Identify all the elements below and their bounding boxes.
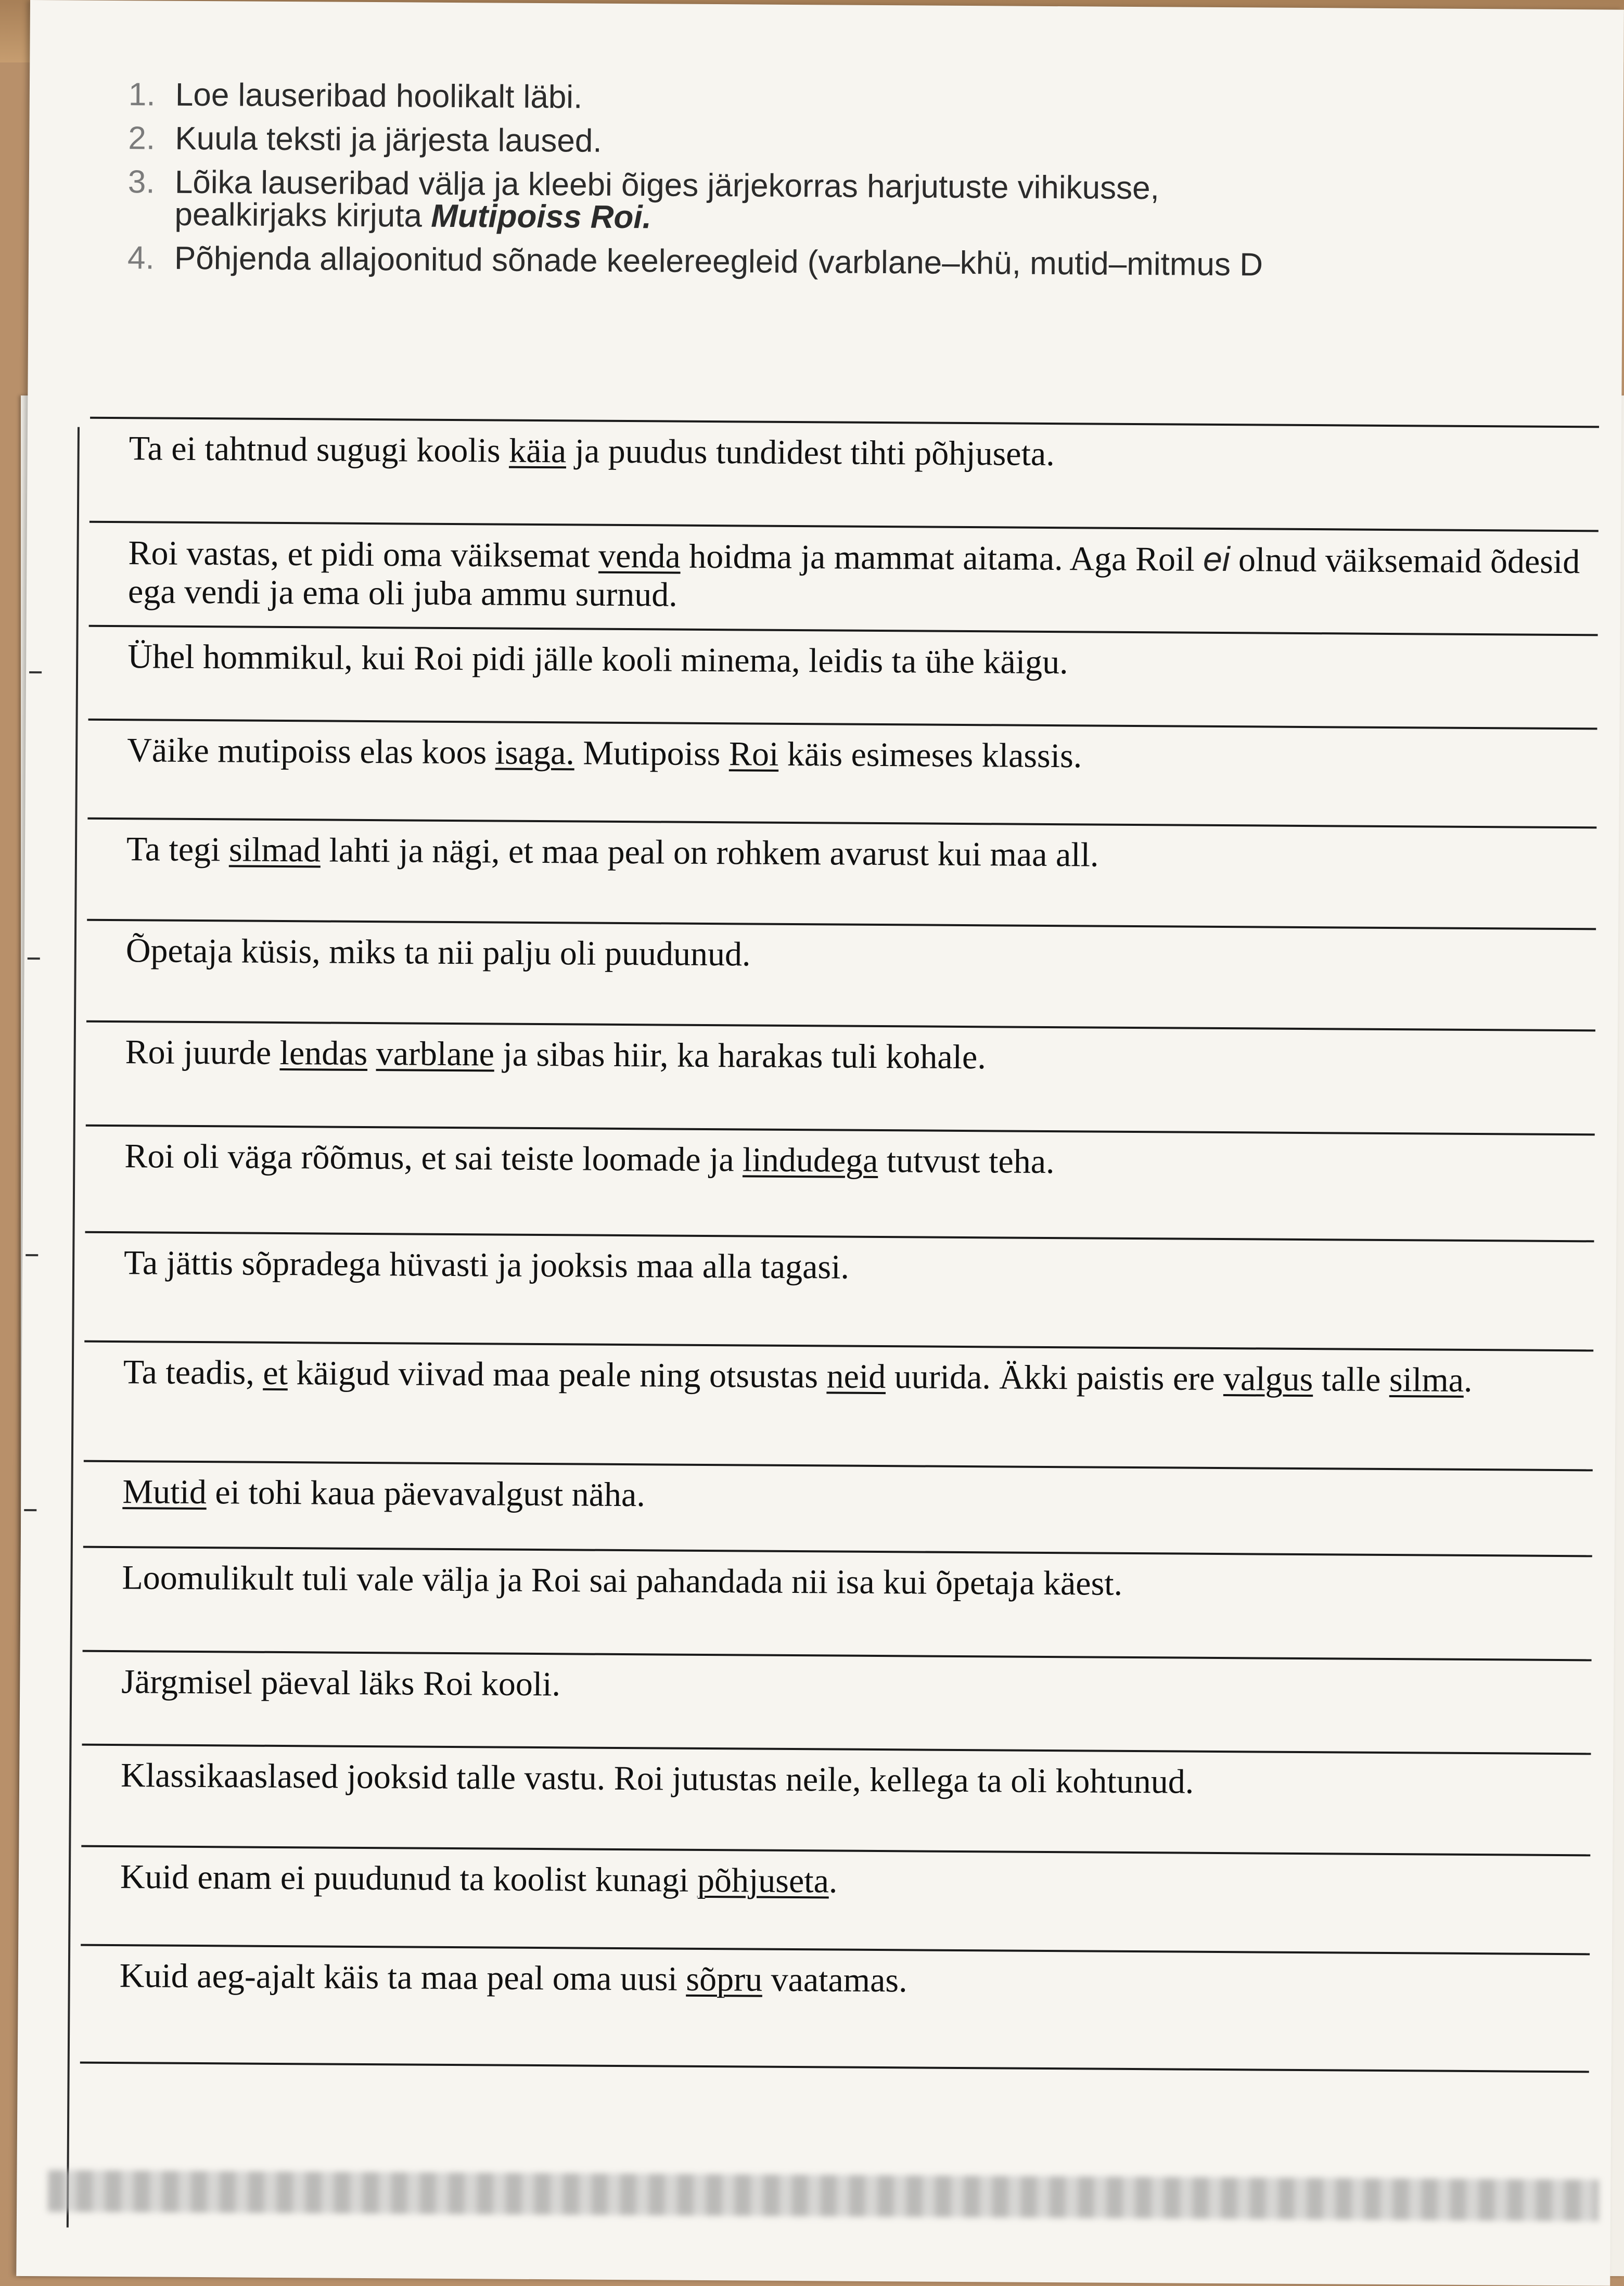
edge-mark [24, 1509, 36, 1511]
sentence-text: Ta teadis, [123, 1353, 263, 1392]
sentence-text: Loomulikult tuli vale välja ja Roi sai pahandada nii isa kui õpetaja käest. [122, 1559, 1123, 1603]
underlined-word: varblane [376, 1035, 495, 1074]
sentence-strip [86, 919, 1596, 1030]
instruction-text [174, 164, 1585, 240]
underlined-word: lindudega [742, 1141, 878, 1180]
sentence-strip [85, 1125, 1595, 1241]
sentence-text: Kuid enam ei puudunud ta koolist kunagi [120, 1858, 698, 1899]
sentence-strip [80, 1944, 1590, 2073]
edge-mark [29, 671, 42, 673]
sentence-text [367, 1035, 376, 1072]
instruction-text: Põhjenda allajoonitud sõnade keelereegleid (varblane–khü, mutid–mitmus D [174, 240, 1263, 283]
sentence-text: Klassikaaslased jooksid talle vastu. Roi jutustas neile, kellega ta oli kohtunud. [120, 1756, 1194, 1801]
sentence-text: ja puudus tundidest tihti põhjuseta. [566, 432, 1055, 474]
sentence-text: Kuid aeg-ajalt käis ta maa peal oma uusi [119, 1957, 686, 1998]
sentence-strip [84, 1231, 1594, 1350]
sentence-strip [81, 1845, 1590, 1953]
worksheet-title: Mutipoiss Roi. [431, 198, 652, 236]
sentence-text: Roi juurde [125, 1033, 280, 1072]
blurred-bottom-text [48, 2170, 1599, 2221]
sentence-text: hoidma ja mammat aitama. Aga Roil [680, 537, 1204, 579]
sentence-strips [80, 417, 1599, 2073]
sentence-text: . [1463, 1361, 1473, 1399]
sentence-text: käis esimeses klassis. [778, 735, 1082, 775]
instruction-number: 1. [128, 76, 156, 113]
sentence-strip [82, 1650, 1592, 1753]
sentence-text: Mutipoiss [574, 734, 730, 773]
instruction-text: Loe lauseribad hoolikalt läbi. [175, 76, 583, 116]
underlined-word: et [263, 1353, 288, 1393]
sentence-strip [86, 1020, 1595, 1134]
sentence-text: lahti ja nägi, et maa peal on rohkem avarust kui maa all. [320, 831, 1099, 874]
edge-mark [28, 957, 40, 960]
sentence-text: uurida. Äkki paistis ere [885, 1358, 1224, 1398]
sentence-strip [87, 818, 1596, 928]
cut-guide-line [67, 427, 80, 2228]
sentence-text: Järgmisel päeval läks Roi kooli. [121, 1663, 561, 1704]
instruction-number: 2. [128, 120, 156, 157]
sentence-text: tutvust teha. [878, 1141, 1055, 1181]
instruction-text-line1: Lõika lauseribad välja ja kleebi õiges järjekorras harjutuste vihikusse, [174, 164, 1160, 207]
sentence-text: Ta jättis sõpradega hüvasti ja jooksis maa alla tagasi. [123, 1244, 850, 1286]
underlined-word: sõpru [686, 1960, 763, 1999]
sentence-text: Väike mutipoiss elas koos [126, 731, 496, 772]
underlined-word: venda [598, 537, 681, 576]
instruction-item [127, 242, 1584, 283]
sentence-text: Ühel hommikul, kui Roi pidi jälle kooli minema, leidis ta ühe käigu. [127, 637, 1068, 682]
underlined-word: isaga. [495, 733, 575, 772]
sentence-text: Ta ei tahtnud sugugi koolis [129, 429, 509, 470]
sentence-text: ei tohi kaua päevavalgust näha. [206, 1473, 646, 1514]
instruction-text: Kuula teksti ja järjesta laused. [175, 120, 602, 159]
sentence-text: vaatamas. [762, 1960, 907, 2000]
instruction-item [127, 166, 1585, 239]
underlined-word: valgus [1223, 1360, 1313, 1399]
instruction-text-line2: pealkirjaks kirjuta [174, 196, 423, 234]
instruction-item [128, 122, 1585, 163]
sentence-text: Roi vastas, et pidi oma väiksemat [128, 534, 599, 575]
underlined-word: Roi [728, 735, 779, 773]
sentence-strip [88, 625, 1598, 728]
instruction-number: 3. [127, 164, 155, 200]
edge-mark [25, 1254, 38, 1256]
sentence-strip [83, 1546, 1592, 1659]
underlined-word: silmad [228, 831, 321, 870]
sentence-text: . [828, 1862, 838, 1900]
sentence-text: olnud väiksemaid õdesid ega vendi ja ema oli juba ammu surnud. [127, 541, 1580, 614]
sentence-text: Õpetaja küsis, miks ta nii palju oli puudunud. [125, 931, 751, 974]
underlined-word: käia [508, 431, 567, 470]
underlined-word: neid [826, 1357, 886, 1396]
sentence-text: käigud viivad maa peale ning otsustas [287, 1354, 827, 1396]
instruction-item [128, 76, 1585, 120]
underlined-word: lendas [279, 1033, 368, 1072]
sentence-strip [81, 1744, 1591, 1855]
sentence-strip [84, 1340, 1593, 1470]
instruction-number: 4. [127, 240, 155, 276]
sentence-text: talle [1313, 1360, 1390, 1399]
worksheet-page [16, 0, 1624, 2286]
sentence-text: Roi oli väga rõõmus, et sai teiste loomade ja [124, 1137, 743, 1179]
instructions-list [127, 76, 1585, 295]
underlined-word: silma [1389, 1361, 1464, 1399]
sentence-strip [89, 417, 1599, 530]
handwritten-word: ei [1203, 539, 1230, 579]
sentence-strip [83, 1460, 1593, 1555]
underlined-word: põhjuseta [697, 1861, 829, 1900]
sentence-strip [89, 521, 1599, 634]
sentence-text: Ta tegi [126, 830, 229, 869]
underlined-word: Mutid [122, 1473, 207, 1512]
sentence-text: ja sibas hiir, ka harakas tuli kohale. [494, 1035, 987, 1077]
sentence-strip [87, 719, 1597, 827]
